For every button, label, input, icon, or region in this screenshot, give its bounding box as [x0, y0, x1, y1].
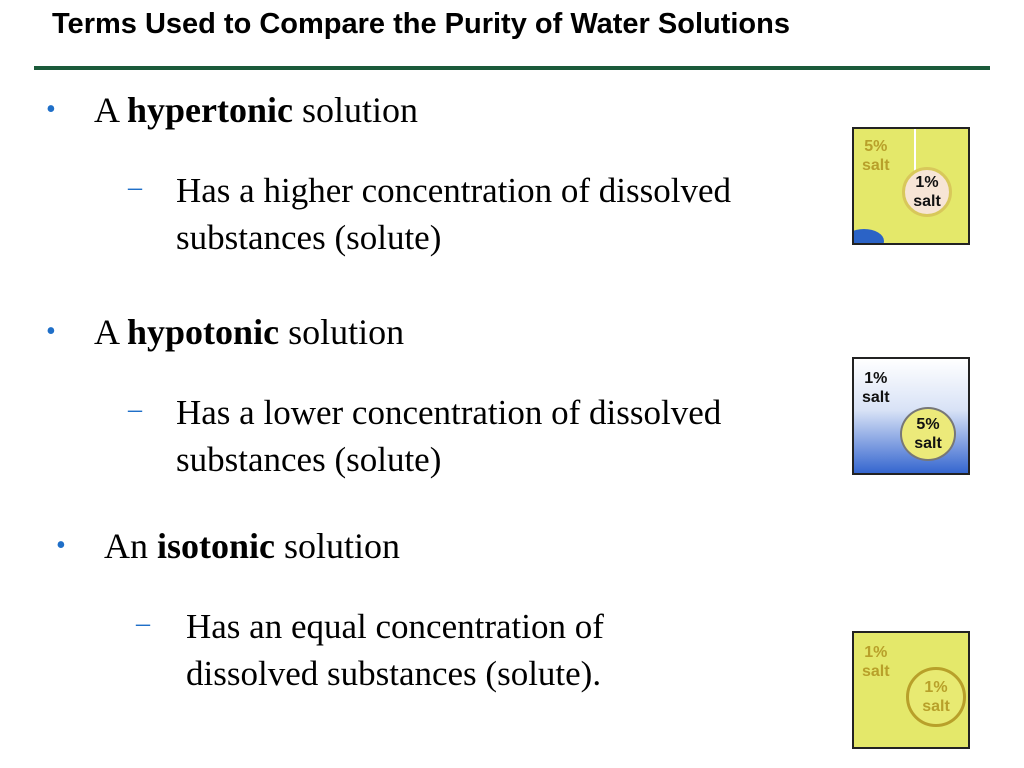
- bullet-suffix: solution: [279, 312, 405, 352]
- bullet-suffix: solution: [275, 526, 401, 566]
- description-hypotonic: Has a lower concentration of dissolved substances (solute): [176, 393, 722, 479]
- bullet-isotonic: [104, 526, 400, 566]
- bullet-hypertonic: [94, 90, 418, 130]
- term-isotonic: isotonic: [157, 526, 276, 566]
- dash-icon: –: [128, 172, 142, 203]
- bullet-prefix: An: [104, 526, 157, 566]
- bullet-prefix: A: [94, 90, 128, 130]
- term-hypotonic: hypotonic: [127, 312, 280, 352]
- bullet-suffix: solution: [293, 90, 419, 130]
- slide-title: Terms Used to Compare the Purity of Water Solutions: [52, 8, 790, 40]
- outer-solution-label: 1% salt: [862, 644, 890, 680]
- dash-icon: –: [136, 608, 150, 639]
- outer-solution-label: 1% salt: [862, 370, 890, 406]
- cell-inner-label: 1% salt: [902, 167, 952, 217]
- hypotonic-figure: [852, 357, 970, 475]
- bullet-hypotonic: [94, 312, 404, 352]
- bullet-icon: •: [56, 530, 66, 561]
- title-divider: [34, 66, 990, 70]
- bullet-icon: •: [46, 316, 56, 347]
- bullet-icon: •: [46, 94, 56, 125]
- cell-inner-label: 1% salt: [906, 667, 966, 727]
- dash-icon: –: [128, 394, 142, 425]
- bullet-prefix: A: [94, 312, 128, 352]
- cell-inner-label: 5% salt: [900, 407, 956, 461]
- isotonic-figure: [852, 631, 970, 749]
- hypertonic-figure: [852, 127, 970, 245]
- term-hypertonic: hypertonic: [127, 90, 294, 130]
- description-isotonic: Has an equal concentration of dissolved substances (solute).: [186, 607, 604, 693]
- description-hypertonic: Has a higher concentration of dissolved substances (solute): [176, 171, 731, 257]
- outer-solution-label: 5% salt: [862, 138, 890, 174]
- water-shading: [852, 229, 884, 245]
